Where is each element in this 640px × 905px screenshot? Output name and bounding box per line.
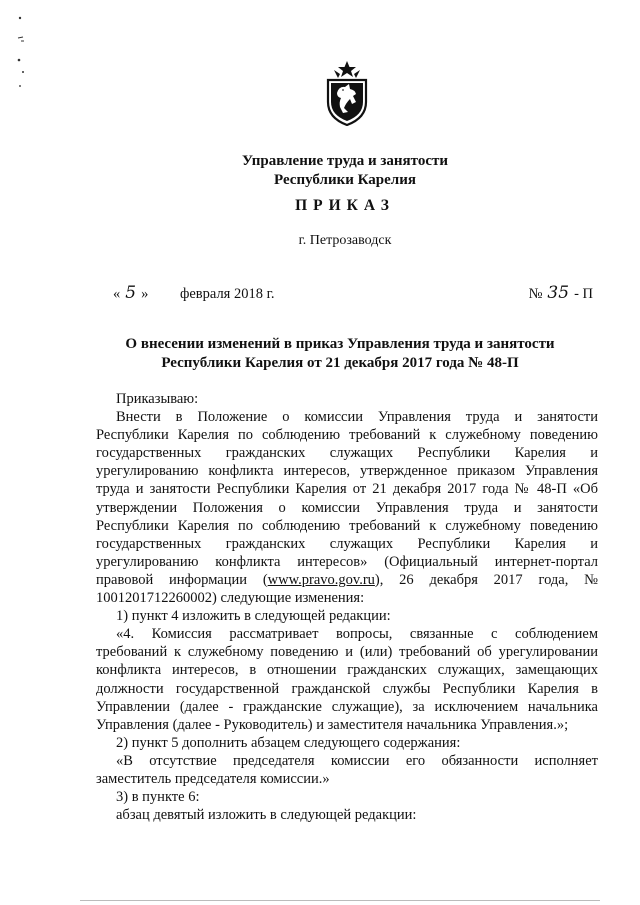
- item-3-subitem: абзац девятый изложить в следующей редакции:: [116, 807, 417, 824]
- text-line: 1001201712260002) следующие изменения:: [96, 590, 365, 607]
- margin-marks: [14, 12, 28, 92]
- text-line: Управления (далее - Руководитель) и заместителя начальника Управления.»;: [96, 716, 569, 733]
- text-line: «В отсутствие председателя комиссии его обязанности исполняет: [116, 752, 598, 769]
- text-line: утверждении Положения о комиссии Управления труда и занятости: [96, 499, 598, 516]
- item-3: 3) в пункте 6:: [116, 789, 200, 806]
- text-fragment: ), 26 декабря 2017 года, №: [374, 571, 598, 588]
- number-suffix: - П: [574, 286, 593, 302]
- paragraph-amendment: [96, 408, 598, 607]
- text-line-with-link: [96, 571, 598, 589]
- text-line: государственных гражданских служащих Республики Карелия и: [96, 535, 598, 552]
- karelia-coat-of-arms-emblem: [322, 60, 372, 126]
- organization-name: [0, 152, 640, 190]
- text-line: должности государственной гражданской службы Республики Карелия в: [96, 680, 598, 697]
- document-body: [96, 390, 598, 824]
- date-month-year: февраля 2018 г.: [179, 286, 275, 302]
- date-close-quote: »: [141, 286, 149, 302]
- item-2-quote: [96, 752, 598, 788]
- text-line: заместитель председателя комиссии.»: [96, 770, 330, 787]
- document-title: [90, 335, 590, 373]
- text-line: государственных гражданских служащих Республики Карелия и: [96, 445, 598, 462]
- text-line: конфликта интересов, в отношении гражданских служащих, замещающих: [96, 662, 598, 679]
- page-bottom-edge: [80, 900, 600, 901]
- date-day-handwritten: 5: [125, 283, 137, 303]
- organization-line-1: Управление труда и занятости: [241, 153, 449, 169]
- text-line: «4. Комиссия рассматривает вопросы, связанные с соблюдением: [116, 626, 598, 643]
- document-type: ПРИКАЗ: [295, 197, 395, 214]
- text-line: труда и занятости Республики Карелия от 21 декабря 2017 года № 48-П «Об: [96, 481, 598, 498]
- item-1-quote: [96, 625, 598, 734]
- organization-line-2: Республики Карелия: [274, 172, 416, 188]
- text-line: урегулированию конфликта интересов, утвержденное приказом Управления: [96, 463, 598, 480]
- number-handwritten: 35: [547, 283, 570, 303]
- text-line: Внести в Положение о комиссии Управления труда и занятости: [116, 409, 598, 426]
- text-line: урегулированию конфликта интересов» (Официальный интернет-портал: [96, 553, 598, 570]
- pravo-gov-link[interactable]: www.pravo.gov.ru: [267, 571, 375, 588]
- item-1: 1) пункт 4 изложить в следующей редакции:: [116, 608, 391, 625]
- text-line: Управлении (далее - гражданские служащие), за исключением начальника: [96, 698, 598, 715]
- document-date: [113, 283, 275, 303]
- document-number: [529, 283, 593, 303]
- text-line: Республики Карелия по соблюдению требований к служебному поведению: [96, 427, 598, 444]
- order-word: Приказываю:: [116, 391, 199, 407]
- number-prefix: №: [528, 286, 543, 302]
- text-line: Республики Карелия по соблюдению требований к служебному поведению: [96, 517, 598, 534]
- text-fragment: правовой информации (: [96, 571, 268, 588]
- item-2: 2) пункт 5 дополнить абзацем следующего содержания:: [116, 734, 461, 751]
- city: г. Петрозаводск: [298, 233, 392, 248]
- text-line: требований к служебному поведению и (или) требований об урегулировании: [96, 644, 598, 661]
- date-open-quote: «: [113, 286, 121, 302]
- title-line-2: Республики Карелия от 21 декабря 2017 года № 48-П: [161, 355, 519, 371]
- title-line-1: О внесении изменений в приказ Управления труда и занятости: [125, 336, 555, 352]
